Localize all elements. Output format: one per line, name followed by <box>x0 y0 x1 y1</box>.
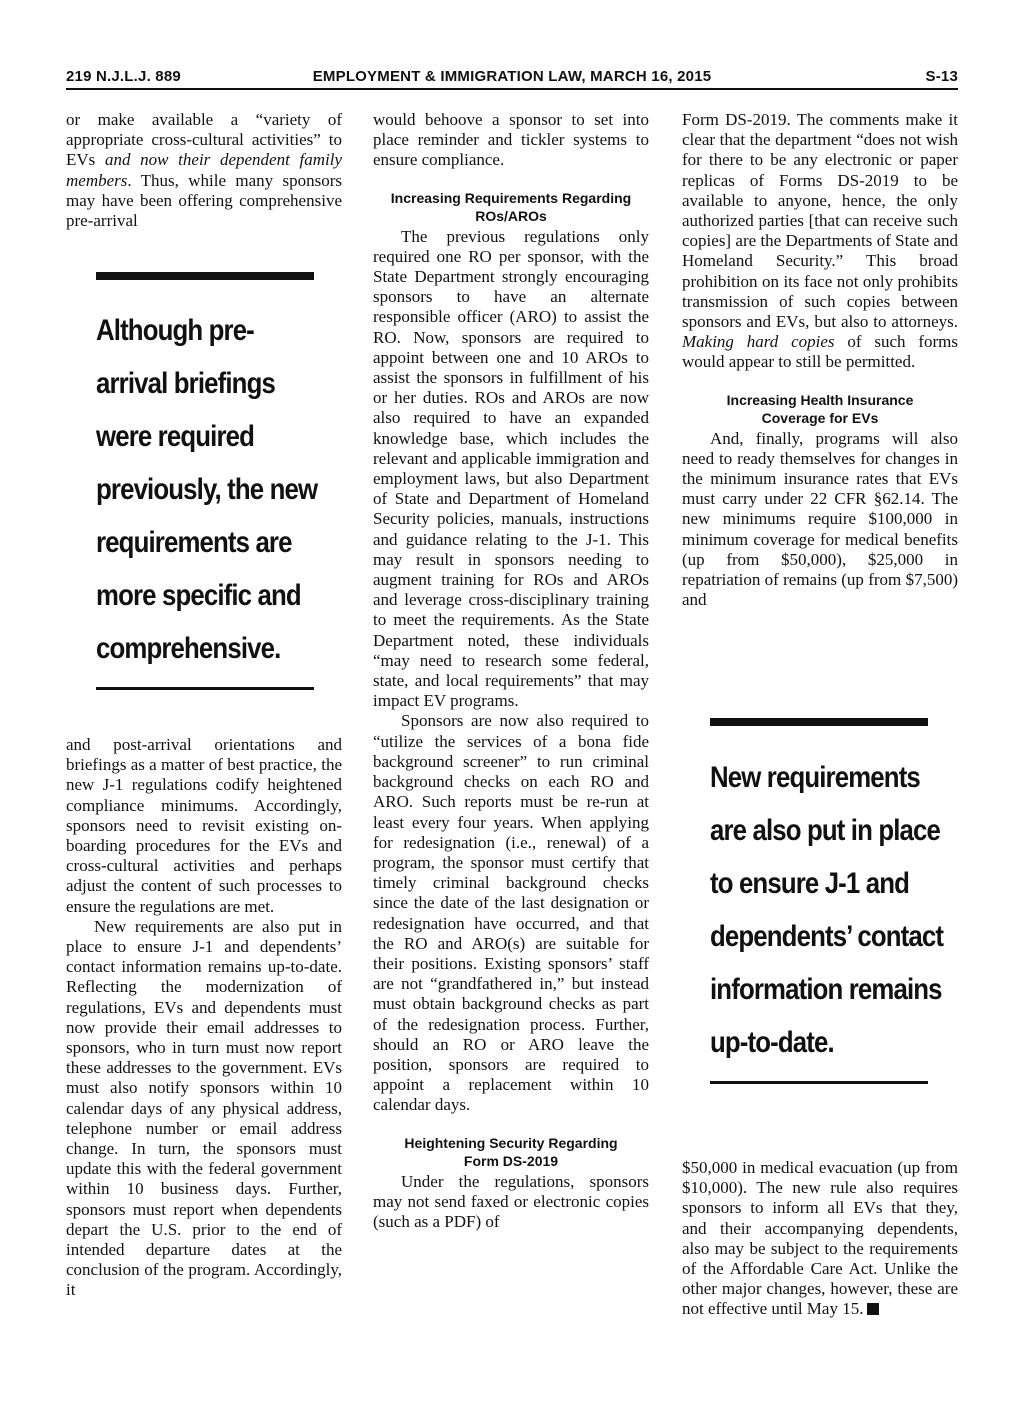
paragraph: Under the regulations, sponsors may not send faxed or electronic copies (such as a PDF) of <box>373 1171 649 1231</box>
paragraph: or make available a “variety of appropriate cross-cultural activities” to EVs and now their dependent family members. Thus, while many sponsors may have been offering comprehensive pre-arrival <box>66 110 342 230</box>
column-1-top <box>66 110 342 230</box>
page-number: S-13 <box>925 68 958 85</box>
pullquote-line: were required <box>96 420 255 453</box>
paragraph: Sponsors are now also required to “utilize the services of a bona fide background screener” to run criminal background checks on each RO and ARO. Such reports must be re-run at least every four years. When applying for redesignation (i.e., renewal) of a program, the sponsor must certify that timely criminal background checks since the date of the last designation or redesignation have occurred, and that the RO and ARO(s) are suitable for their positions. Existing sponsors’ staff are not “grandfathered in,” but instead must obtain background checks as part of the redesignation process. Further, should an RO or ARO leave the position, sponsors are required to appoint a replacement within 10 calendar days. <box>373 711 649 1115</box>
paragraph: And, finally, programs will also need to ready themselves for changes in the minimum insurance rates that EVs must carry under 22 CFR §62.14. The new minimums require $100,000 in minimum coverage for medical benefits (up from $50,000), $25,000 in repatriation of remains (up from $7,500) and <box>682 428 958 610</box>
pullquote-line: up-to-date. <box>710 1026 834 1059</box>
section-heading-ros-aros: Increasing Requirements Regarding ROs/AROs <box>390 189 632 224</box>
pullquote-line: Although pre- <box>96 314 254 347</box>
pullquote-line: dependents’ contact <box>710 920 944 953</box>
pullquote-1 <box>96 304 317 675</box>
paragraph: Form DS-2019. The comments make it clear that the department “does not wish for there to be any electronic or paper replicas of Forms DS-2019 to be available to anyone, hence, the only authorized parties [that can receive such copies] are the Departments of State and Homeland Security.” This broad prohibition on its face not only prohibits transmission of such copies between sponsors and EVs, but also to attorneys. Making hard copies of such forms would appear to still be permitted. <box>682 110 958 372</box>
pullquote-rule-bottom <box>710 1081 928 1084</box>
pullquote-line: to ensure J-1 and <box>710 867 910 900</box>
header-rule <box>66 88 958 90</box>
section-heading-health-insurance: Increasing Health Insurance Coverage for EVs <box>726 391 914 426</box>
paragraph: The previous regulations only required one RO per sponsor, with the State Department strongly encouraging sponsors to have an alternate responsible officer (ARO) to assist the RO. Now, sponsors are required to appoint between one and 10 AROs to assist the sponsors in fulfillment of his or her duties. ROs and AROs are now also required to have an expanded knowledge base, which includes the relevant and applicable immigration and employment laws, but also Department of State and Department of Homeland Security policies, manuals, instructions and guidance relating to the J-1. This may result in sponsors needing to augment training for ROs and AROs and leverage cross-disciplinary training to meet the requirements. As the State Department noted, these individuals “may need to research some federal, state, and local requirements” that may impact EV programs. <box>373 226 649 711</box>
pullquote-line: more specific and <box>96 579 301 612</box>
running-header <box>66 66 958 88</box>
pullquote-line: information remains <box>710 973 942 1006</box>
column-3-bottom <box>682 1158 958 1348</box>
pullquote-line: requirements are <box>96 526 292 559</box>
citation: 219 N.J.L.J. 889 <box>66 68 181 85</box>
pullquote-rule-top <box>96 272 314 280</box>
column-1-bottom <box>66 735 342 1347</box>
pullquote-rule-top <box>710 718 928 726</box>
pullquote-line: New requirements <box>710 761 920 794</box>
column-3-top <box>682 110 958 680</box>
column-2 <box>373 110 649 1350</box>
pullquote-line: are also put in place <box>710 814 940 847</box>
section-title: EMPLOYMENT & IMMIGRATION LAW, MARCH 16, 2015 <box>312 68 712 85</box>
paragraph: would behoove a sponsor to set into place reminder and tickler systems to ensure compliance. <box>373 110 649 170</box>
pullquote-2 <box>710 751 943 1069</box>
paragraph: and post-arrival orientations and briefings as a matter of best practice, the new J-1 regulations codify heightened compliance minimums. Accordingly, sponsors need to revisit existing on-boarding procedures for the EVs and cross-cultural activities and perhaps adjust the content of such processes to ensure the regulations are met. <box>66 735 342 916</box>
pullquote-line: previously, the new <box>96 473 318 506</box>
section-heading-form-ds2019: Heightening Security Regarding Form DS-2019 <box>404 1134 618 1169</box>
pullquote-line: comprehensive. <box>96 632 281 665</box>
pullquote-line: arrival briefings <box>96 367 275 400</box>
end-of-article-mark <box>867 1303 879 1315</box>
paragraph: $50,000 in medical evacuation (up from $10,000). The new rule also requires sponsors to inform all EVs that they, and their accompanying dependents, also may be subject to the requirements of the Affordable Care Act. Unlike the other major changes, however, these are not effective until May 15. <box>682 1158 958 1319</box>
paragraph: New requirements are also put in place to ensure J-1 and dependents’ contact information remains up-to-date. Reflecting the modernization of regulations, EVs and dependents must now provide their email addresses to sponsors, who in turn must now report these addresses to the government. EVs must also notify sponsors within 10 calendar days of any physical address, telephone number or email address change. In turn, the sponsors must update this with the federal government within 10 business days. Further, sponsors must report when dependents depart the U.S. prior to the end of intended departure dates at the conclusion of the program. Accordingly, it <box>66 916 342 1300</box>
pullquote-rule-bottom <box>96 687 314 690</box>
